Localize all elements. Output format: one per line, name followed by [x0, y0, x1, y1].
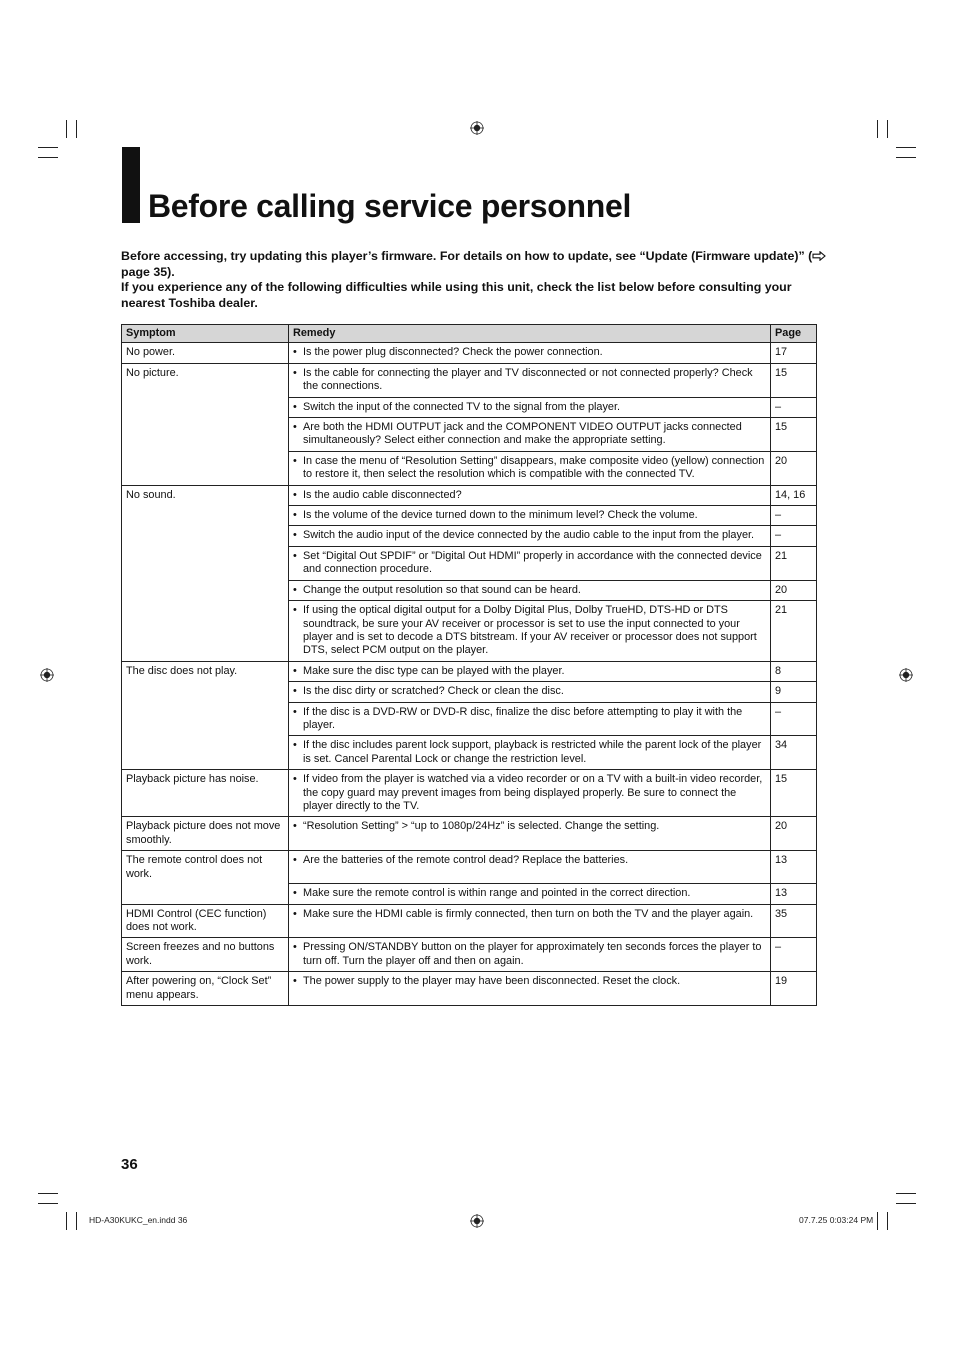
bullet: • — [293, 739, 297, 752]
crop-mark — [38, 147, 58, 148]
table-body — [122, 343, 817, 1006]
page-cell: 15 — [771, 418, 817, 452]
footer-file-name: HD-A30KUKC_en.indd 36 — [89, 1215, 188, 1225]
remedy-cell — [289, 485, 771, 505]
remedy-item — [293, 665, 766, 678]
page-cell: 20 — [771, 451, 817, 485]
footer-timestamp: 07.7.25 0:03:24 PM — [799, 1215, 874, 1225]
remedy-text: Pressing ON/STANDBY button on the player for approximately ten seconds forces the player to turn off. Turn the player off and then on again. — [303, 941, 762, 967]
remedy-cell — [289, 972, 771, 1006]
remedy-cell — [289, 682, 771, 702]
remedy-cell — [289, 736, 771, 770]
remedy-cell — [289, 851, 771, 884]
symptom-cell: No sound. — [122, 485, 289, 661]
remedy-item — [293, 401, 766, 414]
symptom-cell: The disc does not play. — [122, 661, 289, 769]
remedy-item — [293, 975, 766, 988]
remedy-item — [293, 367, 766, 394]
remedy-text: “Resolution Setting” > “up to 1080p/24Hz” is selected. Change the setting. — [303, 820, 660, 833]
remedy-text: Make sure the HDMI cable is firmly connected, then turn on both the TV and the player again. — [303, 907, 754, 920]
page-cell: – — [771, 397, 817, 417]
remedy-text: Is the volume of the device turned down to the minimum level? Check the volume. — [303, 509, 698, 522]
page-cell: 15 — [771, 770, 817, 817]
page-cell: 21 — [771, 601, 817, 662]
crop-mark — [877, 120, 878, 138]
bullet: • — [293, 820, 297, 833]
remedy-item — [293, 820, 766, 833]
remedy-text: The power supply to the player may have been disconnected. Reset the clock. — [303, 975, 681, 988]
remedy-item — [293, 773, 766, 813]
bullet: • — [293, 887, 297, 900]
remedy-text: Make sure the remote control is within range and pointed in the correct direction. — [303, 887, 691, 900]
remedy-item — [293, 887, 766, 900]
remedy-item — [293, 941, 766, 968]
crop-mark — [38, 157, 58, 158]
registration-mark-icon — [899, 668, 913, 682]
remedy-cell — [289, 418, 771, 452]
bullet: • — [293, 549, 297, 562]
table-row — [122, 363, 817, 397]
remedy-text: Switch the input of the connected TV to the signal from the player. — [303, 400, 621, 413]
remedy-text: If the disc is a DVD-RW or DVD-R disc, finalize the disc before attempting to play it with the player. — [303, 705, 743, 731]
remedy-cell — [289, 526, 771, 546]
remedy-text: If the disc includes parent lock support, playback is restricted while the parent lock of the player is set. Cancel Parental Lock or change the restriction level. — [303, 739, 762, 765]
table-row — [122, 904, 817, 938]
remedy-cell — [289, 938, 771, 972]
page-cell: 13 — [771, 884, 817, 904]
page-header: Page — [771, 325, 817, 343]
remedy-item — [293, 509, 766, 522]
bullet: • — [293, 366, 297, 379]
bullet: • — [293, 941, 297, 954]
symptom-cell: After powering on, “Clock Set” menu appears. — [122, 972, 289, 1006]
table-row — [122, 851, 817, 884]
intro-line-1-pre: Before accessing, try updating this player’s firmware. For details on how to update, see “Update (Firmware update)” ( — [121, 249, 813, 263]
remedy-cell — [289, 702, 771, 736]
remedy-text: Is the audio cable disconnected? — [303, 488, 462, 501]
remedy-text: Make sure the disc type can be played with the player. — [303, 664, 565, 677]
page-cell: 13 — [771, 851, 817, 884]
crop-mark — [66, 1212, 67, 1230]
page-cell: 14, 16 — [771, 485, 817, 505]
bullet: • — [293, 604, 297, 617]
remedy-item — [293, 455, 766, 482]
page-cell: – — [771, 938, 817, 972]
bullet: • — [293, 705, 297, 718]
page-cell: 21 — [771, 546, 817, 580]
remedy-text: Is the disc dirty or scratched? Check or clean the disc. — [303, 685, 564, 698]
symptom-cell: Screen freezes and no buttons work. — [122, 938, 289, 972]
bullet: • — [293, 773, 297, 786]
remedy-text: In case the menu of “Resolution Setting” disappears, make composite video (yellow) connection to restore it, then select the resolution which is compatible with the connected TV. — [303, 454, 765, 481]
remedy-cell — [289, 506, 771, 526]
bullet: • — [293, 529, 297, 542]
page-cell: 9 — [771, 682, 817, 702]
title-bar-decoration — [122, 147, 140, 223]
remedy-cell — [289, 580, 771, 600]
bullet: • — [293, 509, 297, 522]
bullet: • — [293, 454, 297, 467]
remedy-text: Are the batteries of the remote control dead? Replace the batteries. — [303, 854, 629, 867]
registration-mark-icon — [470, 121, 484, 135]
symptom-cell: Playback picture does not move smoothly. — [122, 817, 289, 851]
remedy-item — [293, 706, 766, 733]
page-cell: 15 — [771, 363, 817, 397]
remedy-cell — [289, 770, 771, 817]
crop-mark — [887, 1212, 888, 1230]
crop-mark — [38, 1203, 58, 1204]
remedy-item — [293, 685, 766, 698]
bullet: • — [293, 400, 297, 413]
table-row — [122, 485, 817, 505]
remedy-cell — [289, 343, 771, 363]
page-cell: – — [771, 506, 817, 526]
symptom-cell: No picture. — [122, 363, 289, 485]
symptom-cell: Playback picture has noise. — [122, 770, 289, 817]
crop-mark — [896, 147, 916, 148]
crop-mark — [38, 1193, 58, 1194]
remedy-text: Switch the audio input of the device connected by the audio cable to the input from the player. — [303, 529, 755, 542]
page-number: 36 — [121, 1156, 138, 1173]
crop-mark — [76, 1212, 77, 1230]
bullet: • — [293, 907, 297, 920]
remedy-cell — [289, 451, 771, 485]
page-cell: 35 — [771, 904, 817, 938]
bullet: • — [293, 346, 297, 359]
remedy-cell — [289, 661, 771, 681]
page-cell: 20 — [771, 580, 817, 600]
bullet: • — [293, 583, 297, 596]
bullet: • — [293, 685, 297, 698]
remedy-cell — [289, 817, 771, 851]
remedy-item — [293, 739, 766, 766]
crop-mark — [887, 120, 888, 138]
symptom-cell: The remote control does not work. — [122, 851, 289, 904]
remedy-cell — [289, 546, 771, 580]
remedy-text: Is the cable for connecting the player and TV disconnected or not connected properly? Check the connections. — [303, 366, 753, 393]
remedy-text: Is the power plug disconnected? Check the power connection. — [303, 346, 603, 359]
intro-line-1-post: page 35). — [121, 264, 175, 279]
remedy-text: If using the optical digital output for a Dolby Digital Plus, Dolby TrueHD, DTS-HD or DTS soundtrack, be sure your AV receiver or processor is set to use the input connected to your player and is set to decode a DTS bitstream. If your AV receiver or processor does not support DTS, select PCM output on the player. — [303, 604, 757, 657]
remedy-cell — [289, 363, 771, 397]
intro-text — [121, 249, 833, 311]
page-cell: – — [771, 526, 817, 546]
page-cell: – — [771, 702, 817, 736]
bullet: • — [293, 488, 297, 501]
symptom-header: Symptom — [122, 325, 289, 343]
remedy-cell — [289, 904, 771, 938]
crop-mark — [896, 1193, 916, 1194]
intro-line-2: If you experience any of the following difficulties while using this unit, check the list below before consulting your nearest Toshiba dealer. — [121, 280, 792, 310]
crop-mark — [896, 157, 916, 158]
page-cell: 17 — [771, 343, 817, 363]
page-title: Before calling service personnel — [148, 188, 632, 224]
crop-mark — [76, 120, 77, 138]
crop-mark — [896, 1203, 916, 1204]
remedy-item — [293, 346, 766, 359]
table-row — [122, 770, 817, 817]
symptom-cell: No power. — [122, 343, 289, 363]
table-row — [122, 343, 817, 363]
remedy-item — [293, 421, 766, 448]
page-cell: 8 — [771, 661, 817, 681]
registration-mark-icon — [40, 668, 54, 682]
remedy-item — [293, 908, 766, 921]
page-cell: 19 — [771, 972, 817, 1006]
troubleshooting-table — [121, 324, 817, 1006]
crop-mark — [66, 120, 67, 138]
symptom-cell: HDMI Control (CEC function) does not work. — [122, 904, 289, 938]
bullet: • — [293, 421, 297, 434]
remedy-item — [293, 584, 766, 597]
remedy-cell — [289, 601, 771, 662]
page-cell: 34 — [771, 736, 817, 770]
crop-mark — [877, 1212, 878, 1230]
bullet: • — [293, 975, 297, 988]
remedy-item — [293, 604, 766, 658]
table-row — [122, 661, 817, 681]
table-header-row — [122, 325, 817, 343]
bullet: • — [293, 664, 297, 677]
registration-mark-icon — [470, 1214, 484, 1228]
bullet: • — [293, 854, 297, 867]
remedy-text: Set “Digital Out SPDIF” or ”Digital Out HDMI” properly in accordance with the connected device and connection procedure. — [303, 549, 762, 576]
intro-line-1 — [121, 249, 833, 280]
remedy-item — [293, 550, 766, 577]
remedy-item — [293, 854, 766, 867]
remedy-text: Are both the HDMI OUTPUT jack and the COMPONENT VIDEO OUTPUT jacks connected simultaneously? Select either connection and make the appropriate setting. — [303, 421, 742, 447]
remedy-cell — [289, 884, 771, 904]
table-row — [122, 972, 817, 1006]
remedy-text: If video from the player is watched via a video recorder or on a TV with a built-in video recorder, the copy guard may prevent images from being displayed properly. Be sure to connect the player directly to the TV. — [303, 773, 763, 812]
page-reference-arrow-icon — [812, 251, 826, 261]
remedy-item — [293, 489, 766, 502]
table-row — [122, 817, 817, 851]
remedy-cell — [289, 397, 771, 417]
table-row — [122, 938, 817, 972]
remedy-text: Change the output resolution so that sound can be heard. — [303, 583, 581, 596]
remedy-item — [293, 529, 766, 542]
page-cell: 20 — [771, 817, 817, 851]
remedy-header: Remedy — [289, 325, 771, 343]
